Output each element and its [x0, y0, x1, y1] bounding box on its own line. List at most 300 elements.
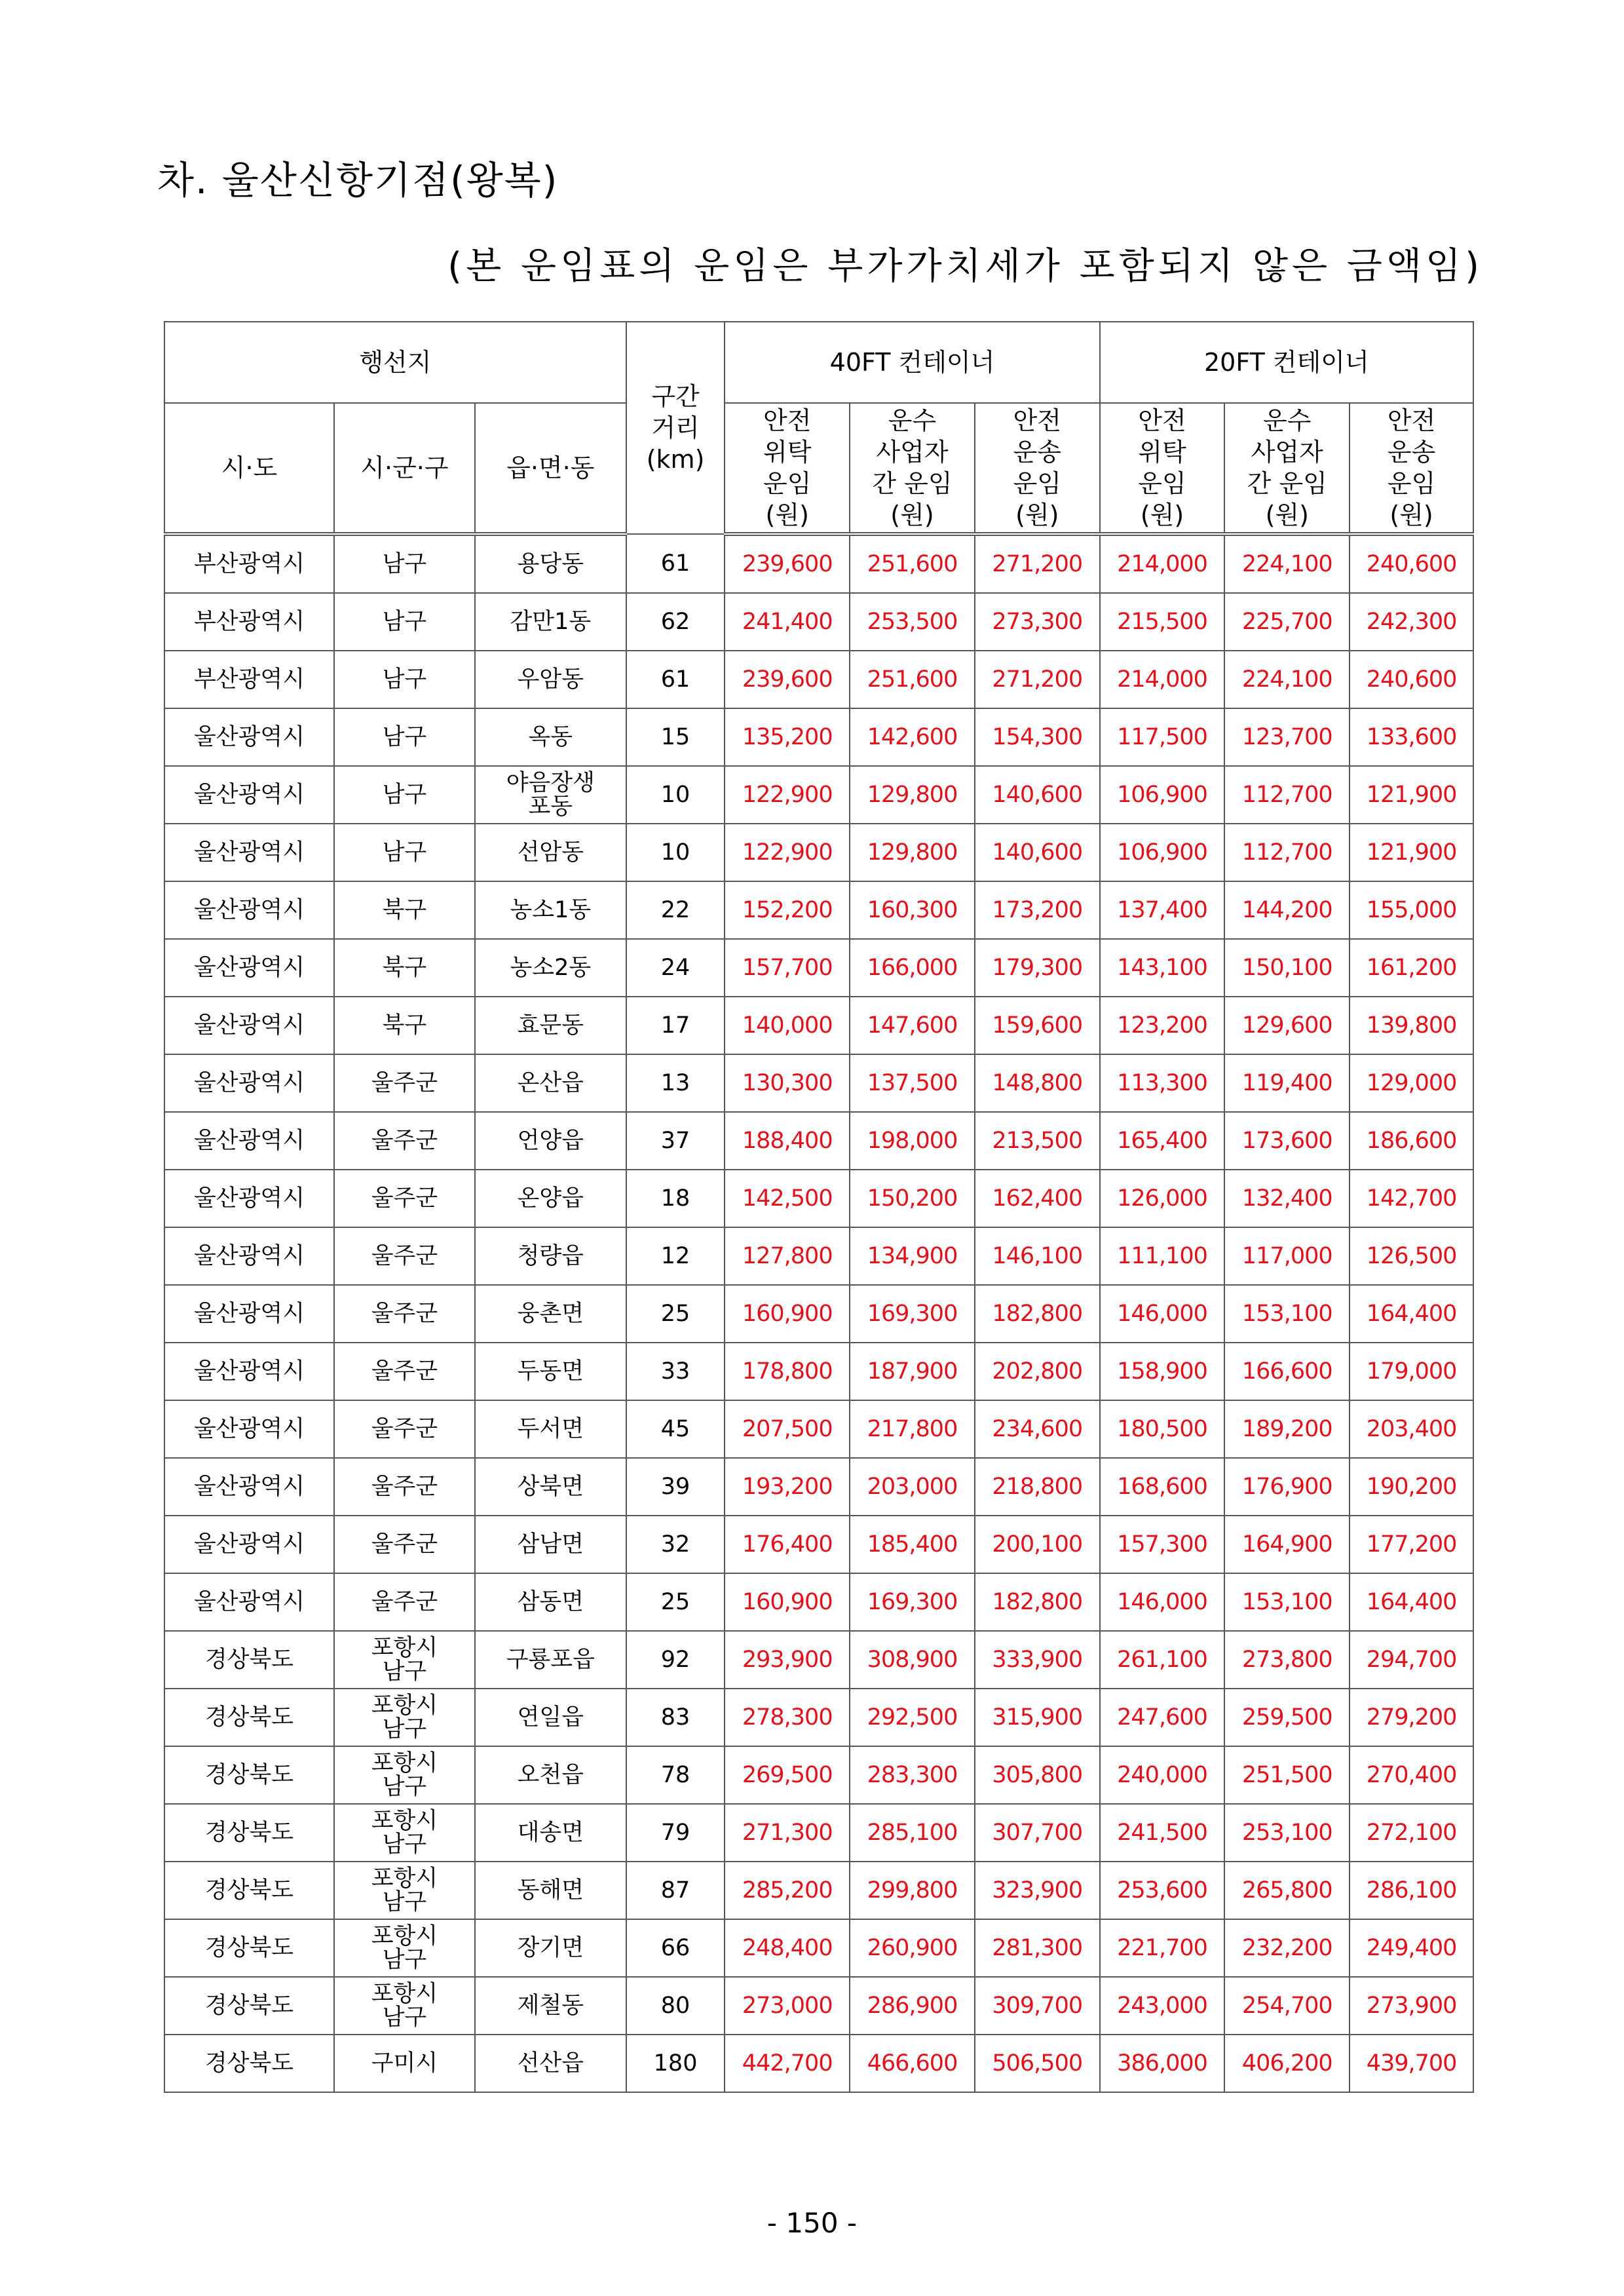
rate-cell: 270,400: [1350, 1746, 1473, 1804]
dong-cell: 청량읍: [475, 1227, 626, 1285]
table-row: [164, 1573, 1473, 1631]
rate-cell: 279,200: [1350, 1689, 1473, 1746]
table-row: [164, 1631, 1473, 1689]
rate-cell: 286,100: [1350, 1862, 1473, 1919]
distance-cell: 33: [626, 1343, 725, 1400]
table-row: [164, 2035, 1473, 2092]
distance-cell: 79: [626, 1804, 725, 1862]
sido-cell: 울산광역시: [164, 1285, 334, 1343]
sido-cell: 경상북도: [164, 1919, 334, 1977]
distance-cell: 24: [626, 939, 725, 997]
rate-cell: 159,600: [975, 997, 1100, 1054]
rate-cell: 442,700: [725, 2035, 850, 2092]
rate-cell: 126,000: [1100, 1170, 1225, 1227]
rate-cell: 315,900: [975, 1689, 1100, 1746]
rate-cell: 186,600: [1350, 1112, 1473, 1170]
table-row: [164, 997, 1473, 1054]
rate-cell: 132,400: [1224, 1170, 1350, 1227]
rate-cell: 160,300: [850, 881, 975, 939]
table-row: [164, 593, 1473, 651]
rate-cell: 147,600: [850, 997, 975, 1054]
rate-cell: 185,400: [850, 1516, 975, 1573]
rate-cell: 121,900: [1350, 824, 1473, 881]
distance-cell: 80: [626, 1977, 725, 2035]
rate-cell: 150,100: [1224, 939, 1350, 997]
rate-cell: 292,500: [850, 1689, 975, 1746]
rate-cell: 217,800: [850, 1400, 975, 1458]
dong-cell: 상북면: [475, 1458, 626, 1516]
rate-cell: 218,800: [975, 1458, 1100, 1516]
rate-cell: 146,100: [975, 1227, 1100, 1285]
rate-cell: 285,100: [850, 1804, 975, 1862]
page-number: - 150 -: [766, 2207, 858, 2239]
distance-header: 구간 거리 (km): [626, 322, 725, 534]
table-row: [164, 1862, 1473, 1919]
rate-cell: 439,700: [1350, 2035, 1473, 2092]
rate-cell: 129,800: [850, 824, 975, 881]
rate-cell: 251,600: [850, 534, 975, 593]
sigungu-cell: 울주군: [334, 1170, 475, 1227]
rate-cell: 214,000: [1100, 651, 1225, 708]
rate-cell: 271,200: [975, 534, 1100, 593]
rate-cell: 137,400: [1100, 881, 1225, 939]
rate-cell: 254,700: [1224, 1977, 1350, 2035]
rate-cell: 113,300: [1100, 1054, 1225, 1112]
sido-header: 시·도: [164, 403, 334, 534]
rate-cell: 273,900: [1350, 1977, 1473, 2035]
rate-cell: 281,300: [975, 1919, 1100, 1977]
rate-cell: 142,500: [725, 1170, 850, 1227]
sido-cell: 경상북도: [164, 2035, 334, 2092]
distance-cell: 17: [626, 997, 725, 1054]
rate-cell: 232,200: [1224, 1919, 1350, 1977]
rate-cell: 179,000: [1350, 1343, 1473, 1400]
sido-cell: 울산광역시: [164, 1573, 334, 1631]
rate-cell: 278,300: [725, 1689, 850, 1746]
rate-cell: 166,000: [850, 939, 975, 997]
sido-cell: 울산광역시: [164, 1516, 334, 1573]
rate-cell: 213,500: [975, 1112, 1100, 1170]
sigungu-header: 시·군·구: [334, 403, 475, 534]
rate-cell: 148,800: [975, 1054, 1100, 1112]
rate-cell: 215,500: [1100, 593, 1225, 651]
table-row: [164, 1054, 1473, 1112]
sigungu-cell: 남구: [334, 534, 475, 593]
rate-cell: 126,500: [1350, 1227, 1473, 1285]
rate-cell: 243,000: [1100, 1977, 1225, 2035]
rate-cell: 146,000: [1100, 1573, 1225, 1631]
sigungu-cell: 북구: [334, 939, 475, 997]
sigungu-cell: 울주군: [334, 1516, 475, 1573]
sigungu-cell: 북구: [334, 997, 475, 1054]
dong-cell: 온산읍: [475, 1054, 626, 1112]
dong-cell: 삼남면: [475, 1516, 626, 1573]
rate-cell: 153,100: [1224, 1285, 1350, 1343]
sido-cell: 울산광역시: [164, 881, 334, 939]
rate-cell: 106,900: [1100, 824, 1225, 881]
rate-cell: 198,000: [850, 1112, 975, 1170]
dong-cell: 오천읍: [475, 1746, 626, 1804]
table-row: [164, 1919, 1473, 1977]
rate-cell: 253,100: [1224, 1804, 1350, 1862]
rate-cell: 166,600: [1224, 1343, 1350, 1400]
dong-cell: 효문동: [475, 997, 626, 1054]
rate-cell: 137,500: [850, 1054, 975, 1112]
rate-cell: 173,200: [975, 881, 1100, 939]
sido-cell: 경상북도: [164, 1804, 334, 1862]
rate-cell: 134,900: [850, 1227, 975, 1285]
rate-cell: 112,700: [1224, 824, 1350, 881]
sido-cell: 부산광역시: [164, 651, 334, 708]
rate-cell: 271,200: [975, 651, 1100, 708]
table-row: [164, 1804, 1473, 1862]
rate-cell: 247,600: [1100, 1689, 1225, 1746]
rate-cell: 144,200: [1224, 881, 1350, 939]
rate-cell: 169,300: [850, 1573, 975, 1631]
rate-cell: 323,900: [975, 1862, 1100, 1919]
distance-cell: 18: [626, 1170, 725, 1227]
rate-cell: 143,100: [1100, 939, 1225, 997]
rate-cell: 249,400: [1350, 1919, 1473, 1977]
rate-cell: 307,700: [975, 1804, 1100, 1862]
table-row: [164, 708, 1473, 766]
rate-col-header-3: 안전 운송 운임 (원): [975, 403, 1100, 534]
table-row: [164, 1170, 1473, 1227]
rate-cell: 286,900: [850, 1977, 975, 2035]
rate-cell: 187,900: [850, 1343, 975, 1400]
rate-cell: 333,900: [975, 1631, 1100, 1689]
dong-cell: 동해면: [475, 1862, 626, 1919]
table-row: [164, 1746, 1473, 1804]
rate-cell: 203,400: [1350, 1400, 1473, 1458]
rate-cell: 305,800: [975, 1746, 1100, 1804]
distance-cell: 45: [626, 1400, 725, 1458]
distance-cell: 61: [626, 534, 725, 593]
distance-cell: 12: [626, 1227, 725, 1285]
rate-cell: 182,800: [975, 1285, 1100, 1343]
rate-cell: 164,400: [1350, 1285, 1473, 1343]
table-row: [164, 1689, 1473, 1746]
section-title: 차. 울산신항기점(왕복): [157, 158, 559, 202]
rate-cell: 239,600: [725, 651, 850, 708]
table-row: [164, 1227, 1473, 1285]
distance-cell: 10: [626, 766, 725, 824]
dong-cell: 우암동: [475, 651, 626, 708]
rate-cell: 200,100: [975, 1516, 1100, 1573]
rate-cell: 106,900: [1100, 766, 1225, 824]
rate-cell: 466,600: [850, 2035, 975, 2092]
sigungu-cell: 포항시 남구: [334, 1689, 475, 1746]
rate-cell: 130,300: [725, 1054, 850, 1112]
table-row: [164, 1516, 1473, 1573]
dong-cell: 농소1동: [475, 881, 626, 939]
rate-cell: 309,700: [975, 1977, 1100, 2035]
rate-cell: 224,100: [1224, 651, 1350, 708]
dong-cell: 삼동면: [475, 1573, 626, 1631]
ft20-header: 20FT 컨테이너: [1100, 322, 1473, 403]
rate-cell: 160,900: [725, 1573, 850, 1631]
table-row: [164, 1285, 1473, 1343]
eupmyeondong-header: 읍·면·동: [475, 403, 626, 534]
rate-cell: 251,500: [1224, 1746, 1350, 1804]
rate-cell: 207,500: [725, 1400, 850, 1458]
table-row: [164, 1343, 1473, 1400]
dong-cell: 두동면: [475, 1343, 626, 1400]
rate-cell: 112,700: [1224, 766, 1350, 824]
rate-cell: 179,300: [975, 939, 1100, 997]
distance-cell: 87: [626, 1862, 725, 1919]
rate-col-header-2: 운수 사업자 간 운임 (원): [850, 403, 975, 534]
sido-cell: 울산광역시: [164, 997, 334, 1054]
rate-cell: 164,900: [1224, 1516, 1350, 1573]
dong-cell: 선암동: [475, 824, 626, 881]
rate-cell: 155,000: [1350, 881, 1473, 939]
dong-cell: 옥동: [475, 708, 626, 766]
sido-cell: 부산광역시: [164, 534, 334, 593]
rate-cell: 117,000: [1224, 1227, 1350, 1285]
sigungu-cell: 포항시 남구: [334, 1919, 475, 1977]
sido-cell: 울산광역시: [164, 1112, 334, 1170]
table-row: [164, 1400, 1473, 1458]
rate-cell: 506,500: [975, 2035, 1100, 2092]
rate-cell: 241,400: [725, 593, 850, 651]
rate-cell: 178,800: [725, 1343, 850, 1400]
rate-cell: 150,200: [850, 1170, 975, 1227]
rate-cell: 251,600: [850, 651, 975, 708]
rate-cell: 386,000: [1100, 2035, 1225, 2092]
sido-cell: 울산광역시: [164, 1054, 334, 1112]
rate-cell: 294,700: [1350, 1631, 1473, 1689]
rate-cell: 117,500: [1100, 708, 1225, 766]
rate-cell: 406,200: [1224, 2035, 1350, 2092]
rate-cell: 153,100: [1224, 1573, 1350, 1631]
dong-cell: 야음장생 포동: [475, 766, 626, 824]
dong-cell: 장기면: [475, 1919, 626, 1977]
sigungu-cell: 포항시 남구: [334, 1977, 475, 2035]
rate-cell: 260,900: [850, 1919, 975, 1977]
vat-note: (본 운임표의 운임은 부가가치세가 포함되지 않은 금액임): [447, 245, 1483, 288]
table-row: [164, 939, 1473, 997]
rate-cell: 202,800: [975, 1343, 1100, 1400]
table-body: [164, 534, 1473, 2092]
sigungu-cell: 포항시 남구: [334, 1631, 475, 1689]
sigungu-cell: 남구: [334, 708, 475, 766]
distance-cell: 62: [626, 593, 725, 651]
rate-cell: 142,700: [1350, 1170, 1473, 1227]
sigungu-cell: 남구: [334, 766, 475, 824]
rate-cell: 193,200: [725, 1458, 850, 1516]
dong-cell: 웅촌면: [475, 1285, 626, 1343]
distance-cell: 22: [626, 881, 725, 939]
sido-cell: 울산광역시: [164, 1400, 334, 1458]
distance-cell: 39: [626, 1458, 725, 1516]
rate-cell: 240,600: [1350, 651, 1473, 708]
rate-cell: 140,000: [725, 997, 850, 1054]
dong-cell: 온양읍: [475, 1170, 626, 1227]
rate-col-header-5: 운수 사업자 간 운임 (원): [1224, 403, 1350, 534]
rate-cell: 164,400: [1350, 1573, 1473, 1631]
table-row: [164, 824, 1473, 881]
sigungu-cell: 울주군: [334, 1458, 475, 1516]
sigungu-cell: 포항시 남구: [334, 1862, 475, 1919]
rate-cell: 283,300: [850, 1746, 975, 1804]
rate-cell: 127,800: [725, 1227, 850, 1285]
dong-cell: 용당동: [475, 534, 626, 593]
distance-cell: 32: [626, 1516, 725, 1573]
dong-cell: 두서면: [475, 1400, 626, 1458]
rate-cell: 234,600: [975, 1400, 1100, 1458]
table-row: [164, 766, 1473, 824]
rate-cell: 121,900: [1350, 766, 1473, 824]
distance-cell: 10: [626, 824, 725, 881]
sigungu-cell: 울주군: [334, 1343, 475, 1400]
rate-cell: 129,000: [1350, 1054, 1473, 1112]
rate-cell: 214,000: [1100, 534, 1225, 593]
distance-cell: 25: [626, 1573, 725, 1631]
sido-cell: 경상북도: [164, 1746, 334, 1804]
rate-cell: 259,500: [1224, 1689, 1350, 1746]
rate-col-header-6: 안전 운송 운임 (원): [1350, 403, 1473, 534]
distance-cell: 66: [626, 1919, 725, 1977]
distance-cell: 180: [626, 2035, 725, 2092]
rate-cell: 188,400: [725, 1112, 850, 1170]
table-row: [164, 881, 1473, 939]
sigungu-cell: 울주군: [334, 1112, 475, 1170]
rate-cell: 140,600: [975, 766, 1100, 824]
sido-cell: 울산광역시: [164, 1343, 334, 1400]
sigungu-cell: 포항시 남구: [334, 1746, 475, 1804]
rate-col-header-1: 안전 위탁 운임 (원): [725, 403, 850, 534]
rate-cell: 161,200: [1350, 939, 1473, 997]
dong-cell: 감만1동: [475, 593, 626, 651]
rate-cell: 157,700: [725, 939, 850, 997]
sido-cell: 경상북도: [164, 1862, 334, 1919]
rate-cell: 139,800: [1350, 997, 1473, 1054]
rate-cell: 272,100: [1350, 1804, 1473, 1862]
rate-cell: 248,400: [725, 1919, 850, 1977]
rate-cell: 165,400: [1100, 1112, 1225, 1170]
sido-cell: 울산광역시: [164, 766, 334, 824]
rate-cell: 299,800: [850, 1862, 975, 1919]
destination-header: 행선지: [164, 322, 626, 403]
sido-cell: 울산광역시: [164, 708, 334, 766]
rate-cell: 180,500: [1100, 1400, 1225, 1458]
rate-cell: 271,300: [725, 1804, 850, 1862]
rate-cell: 242,300: [1350, 593, 1473, 651]
rate-cell: 240,600: [1350, 534, 1473, 593]
rate-cell: 203,000: [850, 1458, 975, 1516]
sido-cell: 울산광역시: [164, 824, 334, 881]
dong-cell: 연일읍: [475, 1689, 626, 1746]
rate-cell: 135,200: [725, 708, 850, 766]
sigungu-cell: 구미시: [334, 2035, 475, 2092]
rate-cell: 241,500: [1100, 1804, 1225, 1862]
sido-cell: 경상북도: [164, 1631, 334, 1689]
freight-rate-table: [164, 321, 1474, 2093]
rate-cell: 261,100: [1100, 1631, 1225, 1689]
dong-cell: 제철동: [475, 1977, 626, 2035]
table-row: [164, 651, 1473, 708]
distance-cell: 61: [626, 651, 725, 708]
sido-cell: 울산광역시: [164, 1458, 334, 1516]
rate-cell: 146,000: [1100, 1285, 1225, 1343]
rate-cell: 293,900: [725, 1631, 850, 1689]
sido-cell: 울산광역시: [164, 939, 334, 997]
rate-cell: 239,600: [725, 534, 850, 593]
rate-cell: 273,000: [725, 1977, 850, 2035]
rate-cell: 122,900: [725, 824, 850, 881]
rate-cell: 273,300: [975, 593, 1100, 651]
sido-cell: 경상북도: [164, 1689, 334, 1746]
dong-cell: 선산읍: [475, 2035, 626, 2092]
sido-cell: 울산광역시: [164, 1170, 334, 1227]
table-row: [164, 1977, 1473, 2035]
distance-cell: 83: [626, 1689, 725, 1746]
distance-cell: 92: [626, 1631, 725, 1689]
sigungu-cell: 남구: [334, 593, 475, 651]
rate-cell: 225,700: [1224, 593, 1350, 651]
rate-cell: 265,800: [1224, 1862, 1350, 1919]
rate-cell: 253,600: [1100, 1862, 1225, 1919]
rate-cell: 133,600: [1350, 708, 1473, 766]
sigungu-cell: 울주군: [334, 1227, 475, 1285]
dong-cell: 농소2동: [475, 939, 626, 997]
rate-cell: 168,600: [1100, 1458, 1225, 1516]
sigungu-cell: 울주군: [334, 1285, 475, 1343]
rate-cell: 176,400: [725, 1516, 850, 1573]
dong-cell: 대송면: [475, 1804, 626, 1862]
rate-col-header-4: 안전 위탁 운임 (원): [1100, 403, 1225, 534]
sigungu-cell: 울주군: [334, 1573, 475, 1631]
rate-cell: 154,300: [975, 708, 1100, 766]
rate-cell: 123,200: [1100, 997, 1225, 1054]
rate-cell: 273,800: [1224, 1631, 1350, 1689]
rate-cell: 269,500: [725, 1746, 850, 1804]
rate-cell: 285,200: [725, 1862, 850, 1919]
sigungu-cell: 북구: [334, 881, 475, 939]
distance-cell: 37: [626, 1112, 725, 1170]
distance-cell: 78: [626, 1746, 725, 1804]
rate-cell: 253,500: [850, 593, 975, 651]
sido-cell: 경상북도: [164, 1977, 334, 2035]
rate-cell: 173,600: [1224, 1112, 1350, 1170]
rate-cell: 160,900: [725, 1285, 850, 1343]
rate-cell: 240,000: [1100, 1746, 1225, 1804]
distance-cell: 13: [626, 1054, 725, 1112]
rate-cell: 221,700: [1100, 1919, 1225, 1977]
rate-cell: 162,400: [975, 1170, 1100, 1227]
sigungu-cell: 울주군: [334, 1400, 475, 1458]
table-row: [164, 534, 1473, 593]
rate-cell: 152,200: [725, 881, 850, 939]
table-row: [164, 1458, 1473, 1516]
dong-cell: 언양읍: [475, 1112, 626, 1170]
rate-cell: 142,600: [850, 708, 975, 766]
rate-cell: 140,600: [975, 824, 1100, 881]
rate-cell: 129,800: [850, 766, 975, 824]
rate-cell: 224,100: [1224, 534, 1350, 593]
rate-cell: 123,700: [1224, 708, 1350, 766]
table-row: [164, 1112, 1473, 1170]
rate-cell: 119,400: [1224, 1054, 1350, 1112]
dong-cell: 구룡포읍: [475, 1631, 626, 1689]
sigungu-cell: 포항시 남구: [334, 1804, 475, 1862]
sido-cell: 울산광역시: [164, 1227, 334, 1285]
ft40-header: 40FT 컨테이너: [725, 322, 1099, 403]
sigungu-cell: 울주군: [334, 1054, 475, 1112]
distance-cell: 15: [626, 708, 725, 766]
rate-cell: 157,300: [1100, 1516, 1225, 1573]
